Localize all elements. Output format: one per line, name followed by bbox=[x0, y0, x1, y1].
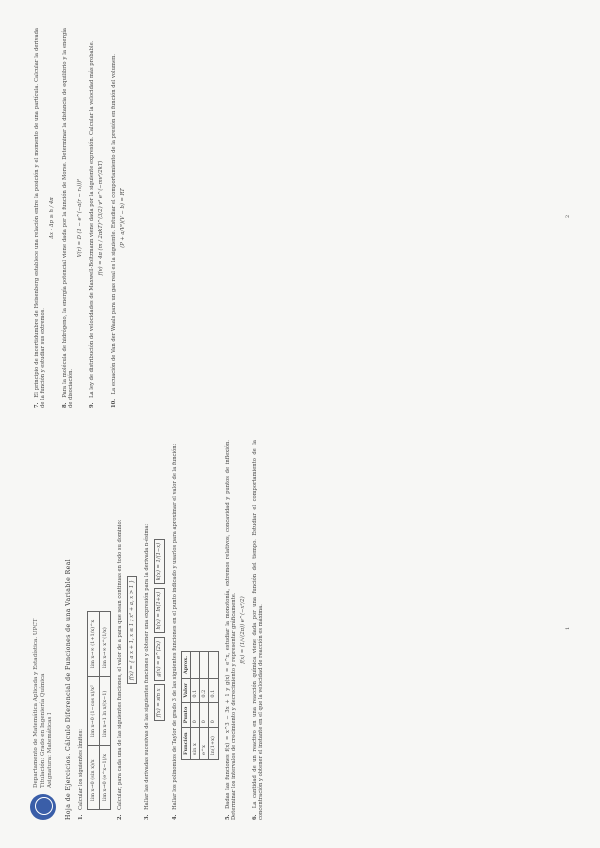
taylor-table: Función Punto Valor Aprox. sin x 0 0.1 e^x 0 0.2 ln(1+x) 0 0.1 bbox=[181, 651, 219, 760]
gauss-formula: f(x) = (1/√(2π)) e^(−x²/2) bbox=[240, 596, 247, 664]
heisenberg-formula: Δx · Δp ≥ h / 4π bbox=[49, 197, 56, 239]
exercise-1: 1. Calcular los siguientes límites: lim x→0 (sin x)/x lim x→0 (1−cos x)/x² lim x→∞ (1+1/x)^x lim x→0 (e^x−1)/x lim x→1 ln x/(x−1) lim x→∞ x^(1/x) bbox=[78, 440, 111, 820]
exercise-3: 3. Hallar las derivadas sucesivas de las siguientes funciones y obtener una expresión para la derivada n-ésima: f(x) = sin x g(x) = e^(2x) h(x) = ln(1+x) k(x) = 1/(1−x) bbox=[144, 440, 165, 820]
document-header bbox=[30, 440, 56, 820]
limits-table: lim x→0 (sin x)/x lim x→0 (1−cos x)/x² lim x→∞ (1+1/x)^x lim x→0 (e^x−1)/x lim x→1 ln x/(x−1) lim x→∞ x^(1/x) bbox=[87, 611, 110, 810]
header-department: Departamento de Matemática Aplicada y Estadística. UPCT bbox=[32, 618, 39, 788]
exercise-2: 2. Calcular, para cada una de las siguientes funciones, el valor de a para que sean continuas en todo su dominio: f(x) = { a x + 1, x ≤ 1 ; x² + a, x > 1 } bbox=[117, 440, 138, 820]
header-subject: Asignatura: Matemáticas I bbox=[46, 712, 53, 788]
vanderwaals-formula: (P + a/V²)(V − b) = RT bbox=[119, 188, 126, 248]
exercise-6: 6. La cantidad de un reactivo en una reacción química viene dada por una función del tiempo. Estudiar el comportamiento de la concentración y obtener el instante en el que la velocidad de reacción es máxima. bbox=[252, 440, 265, 820]
right-column bbox=[30, 27, 571, 408]
left-column bbox=[30, 440, 571, 820]
rotated-page bbox=[30, 20, 575, 820]
morse-formula: V(r) = D (1 − e^(−a(r − r₀)))² bbox=[77, 178, 84, 258]
sheet-title: Hoja de Ejercicios. Cálculo Diferencial de Funciones de una Variable Real bbox=[65, 558, 72, 820]
header-degree: Titulación: Grado en Ingeniería Química bbox=[39, 673, 46, 788]
exercise-4: 4. Hallar los polinomios de Taylor de grado 3 de las siguientes funciones en el punto indicado y usarlos para aproximar el valor de la función: Función Punto Valor Aprox. sin x 0 0.1 e^x 0 0.2 ln(1+x) 0 0.1 bbox=[172, 440, 219, 820]
maxwell-formula: f(v) = 4π (m / 2πkT)^(3/2) v² e^(−mv²/2kT) bbox=[98, 160, 105, 276]
exercise-10: 10. La ecuación de Van der Waals para un gas real es la siguiente. Estudiar el comportamiento de la presión en función del volumen. (P + a/V²)(V − b) = RT bbox=[111, 28, 126, 408]
exercise-5: 5. Dadas las funciones f(x) = x^3 − 3x + 1 y g(x) = e^x, estudiar la monotonía, extremos relativos, concavidad y puntos de inflexión. Determinar los intervalos de crecimiento y decrecimiento y representar gráficamente. f(x) = (1/√(2π)) e^(−x²/2) bbox=[224, 440, 247, 820]
exercise-8: 8. Para la molécula de hidrógeno, la energía potencial viene dada por la función de Morse. Determinar la distancia de equilibrio y la energía de disociación. V(r) = D (1 − e^(−a(r − r₀)))² bbox=[61, 28, 84, 408]
university-logo-icon bbox=[30, 794, 56, 820]
page-number-right: 2 bbox=[565, 214, 571, 218]
page-number-left: 1 bbox=[565, 626, 571, 630]
continuity-formula: f(x) = { a x + 1, x ≤ 1 ; x² + a, x > 1 } bbox=[127, 576, 137, 684]
exercise-9: 9. La ley de distribución de velocidades de Maxwell-Boltzmann viene dada por la siguiente expresión. Calcular la velocidad más probable. f(v) = 4π (m / 2πkT)^(3/2) v² e^(−mv²/2kT) bbox=[89, 28, 104, 408]
exercise-7: 7. El principio de incertidumbre de Heisenberg establece una relación entre la posición y el momento de una partícula. Calcular la derivada de la función y estudiar sus extremos. Δx · Δp ≥ h / 4π bbox=[34, 27, 56, 408]
